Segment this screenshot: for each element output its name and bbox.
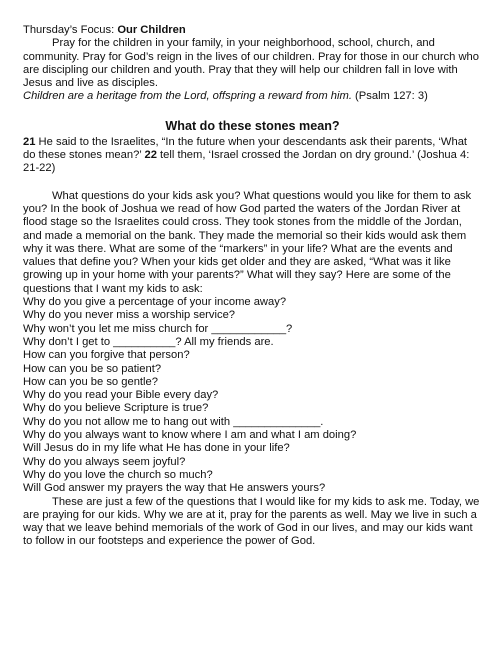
- article-title: What do these stones mean?: [165, 118, 340, 133]
- focus-label: Thursday’s Focus:: [23, 24, 118, 36]
- verse-number-21: 21: [23, 135, 36, 148]
- question-item: Why do you never miss a worship service?: [23, 309, 236, 322]
- focus-line: [23, 24, 482, 37]
- question-item: Why do you believe Scripture is true?: [23, 402, 209, 415]
- question-item: Why do you give a percentage of your income away?: [23, 296, 287, 309]
- question-item: Will Jesus do in my life what He has done in your life?: [23, 442, 290, 455]
- question-item: Why do you always seem joyful?: [23, 455, 186, 468]
- verse-text-22: tell them, ‘Israel crossed the Jordan on dry ground.’ (Joshua 4: 21-22): [23, 149, 470, 175]
- focus-prayer: Pray for the children in your family, in your neighborhood, school, church, and community. Pray for God’s reign in the lives of our children. Pray for those in our church who are discipling our children and youth. Pray that they will help our children fall in love with Jesus and live as disciples.: [23, 37, 479, 90]
- question-item: Why won’t you let me miss church for ____________?: [23, 322, 293, 335]
- question-item: Why do you read your Bible every day?: [23, 389, 219, 402]
- question-item: Why do you always want to know where I am and what I am doing?: [23, 429, 357, 442]
- question-item: Will God answer my prayers the way that He answers yours?: [23, 482, 326, 495]
- scripture-passage: [23, 136, 482, 176]
- question-item: Why do you love the church so much?: [23, 468, 213, 481]
- verse-text-21: He said to the Israelites, “In the future when your descendants ask their parents, ‘What do these stones mean?’: [23, 135, 468, 162]
- intro-paragraph: What questions do your kids ask you? What questions would you like for them to ask you? In the book of Joshua we read of how God parted the waters of the Jordan River at flood stage so the Israelites could cross. They took stones from the middle of the Jordan, and made a memorial on the bank. They made the memorial so their kids would ask them why it was there. What are some of the “markers” in your life? What are the events and values that define you? When your kids get older and they are asked, “What was it like growing up in your home with your parents?” What will they say? Here are some of the questions that I want my kids to ask:: [23, 189, 472, 295]
- verse-number-22: 22: [144, 149, 157, 162]
- paragraph-gap: [23, 176, 482, 190]
- focus-verse-text: Children are a heritage from the Lord, offspring a reward from him.: [23, 90, 352, 103]
- question-item: Why do you not allow me to hang out with ______________.: [23, 415, 324, 428]
- question-item: How can you be so gentle?: [23, 375, 158, 388]
- closing-paragraph: These are just a few of the questions that I would like for my kids to ask me. Today, we are praying for our kids. Why we are at it, pray for the parents as well. May we live in such a way that we leave behind memorials of the work of God in our lives, and may our kids want to follow in our footsteps and experience the power of God.: [23, 495, 480, 548]
- focus-topic: Our Children: [117, 24, 186, 36]
- question-item: Why don’t I get to __________? All my friends are.: [23, 335, 274, 348]
- question-item: How can you be so patient?: [23, 362, 162, 375]
- focus-verse: [23, 90, 482, 103]
- focus-verse-ref: (Psalm 127: 3): [351, 90, 428, 103]
- question-item: How can you forgive that person?: [23, 349, 190, 362]
- questions-list: [23, 296, 482, 495]
